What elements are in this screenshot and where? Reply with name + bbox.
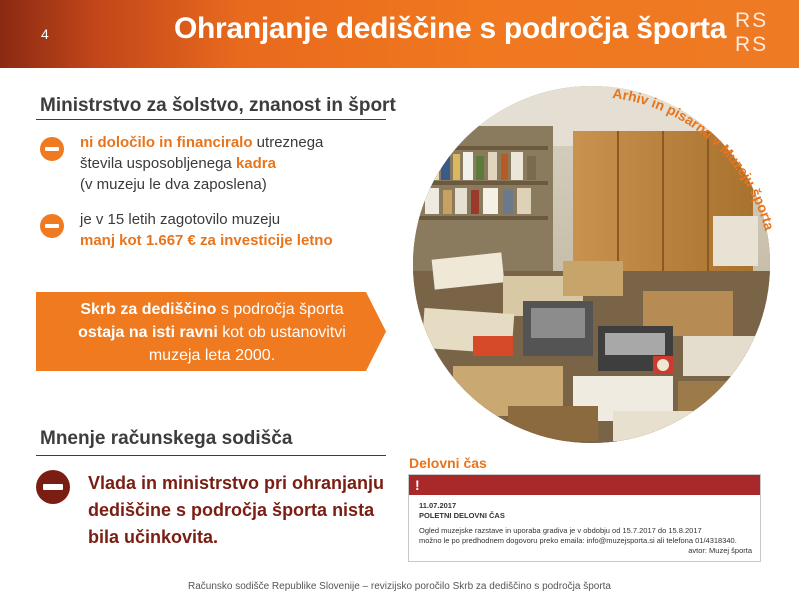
item1-text-c: (v muzeju le dva zaposlena): [80, 176, 267, 193]
callout-bold-a: Skrb za dediščino: [80, 301, 217, 318]
negative-verdict-icon: [36, 470, 70, 504]
website-notice: [408, 474, 761, 562]
logo-line-2: RS: [735, 33, 769, 56]
ministry-heading: Ministrstvo za šolstvo, znanost in šport: [40, 95, 396, 116]
callout-text-c: muzeja leta 2000.: [148, 347, 276, 364]
item1-text-b: števila usposobljenega: [80, 155, 236, 172]
conclusion-callout: [36, 292, 386, 371]
alert-icon: !: [415, 477, 420, 493]
item2-highlight: manj kot 1.667 € za investicije letno: [80, 232, 333, 249]
callout-text: [52, 298, 372, 367]
ministry-item-1: [80, 132, 380, 195]
slide-title: Ohranjanje dediščine s področja športa: [174, 12, 727, 45]
item1-text-a: utreznega: [252, 134, 324, 151]
notice-date: 11.07.2017: [419, 501, 457, 510]
minus-icon: [40, 214, 64, 238]
callout-text-b: kot ob ustanovitvi: [217, 324, 346, 341]
callout-text-a: s področja športa: [216, 301, 344, 318]
court-logo: [735, 9, 785, 61]
ministry-item-2: [80, 209, 380, 251]
header-band: [0, 0, 799, 68]
opinion-rule: [36, 455, 386, 456]
item1-highlight-b: kadra: [235, 155, 276, 172]
verdict-text: Vlada in ministrstvo pri ohranjanju dediščine s področja športa nista bila učinkovita.: [88, 473, 385, 547]
footer-text: Računsko sodišče Republike Slovenije – revizijsko poročilo Skrb za dediščino s področja športa: [188, 581, 611, 592]
item1-highlight-a: ni določilo in financiralo: [80, 134, 253, 151]
notice-line-1: Ogled muzejske razstave in uporaba gradiva je v obdobju od 15.7.2017 do 15.8.2017: [419, 526, 702, 535]
item2-text: je v 15 letih zagotovilo muzeju: [80, 211, 281, 228]
notice-subject: POLETNI DELOVNI ČAS: [419, 510, 505, 520]
notice-body: [409, 495, 760, 545]
minus-icon: [40, 137, 64, 161]
photo-caption: [600, 80, 790, 250]
page-number: 4: [41, 26, 49, 42]
notice-alert-bar: [409, 475, 760, 495]
svg-text:Arhiv in pisarna v Muzeju špor: [612, 85, 778, 232]
notice-author: avtor: Muzej športa: [688, 546, 752, 555]
notice-line-2: možno le po predhodnem dogovoru preko emaila: info@muzejsporta.si ali telefona 01/4318340.: [419, 535, 737, 545]
opinion-heading: Mnenje računskega sodišča: [40, 428, 293, 449]
photo-caption-text: Arhiv in pisarna v Muzeju športa: [611, 85, 778, 232]
ministry-rule: [36, 119, 386, 120]
notice-title: Delovni čas: [409, 455, 487, 471]
logo-line-1: RS: [735, 9, 769, 32]
callout-bold-b: ostaja na isti ravni: [78, 324, 218, 341]
